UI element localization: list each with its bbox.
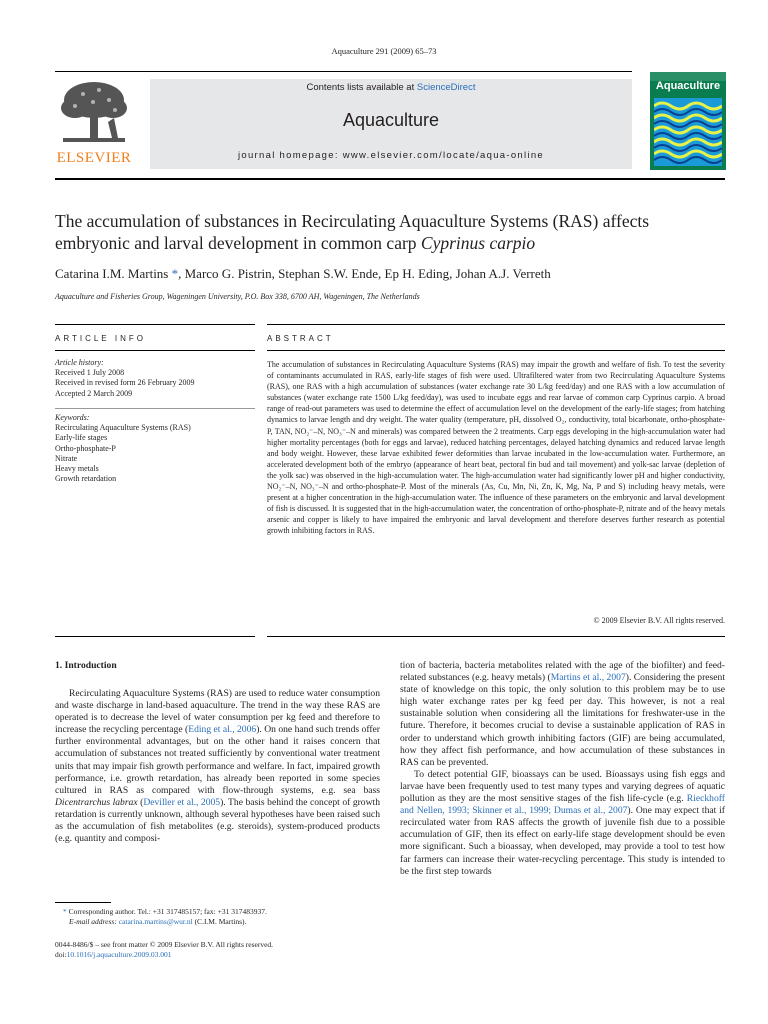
journal-name: Aquaculture: [342, 110, 440, 130]
history-label: Article history:: [55, 358, 104, 367]
abstract-rule-bottom: [267, 636, 725, 637]
journal-citation: Aquaculture 291 (2009) 65–73: [331, 46, 437, 56]
history-revised: Received in revised form 26 February 2009: [55, 378, 195, 388]
issn-doi: [55, 940, 380, 960]
intro-column-2: [400, 660, 725, 878]
abstract-rule-mid: [267, 350, 725, 351]
info-rule-mid: [55, 350, 255, 351]
journal-homepage[interactable]: journal homepage: www.elsevier.com/locate/aqua-online: [237, 150, 544, 161]
article-info-heading: ARTICLE INFO: [55, 334, 146, 343]
intro-paragraph-1-cont: tion of bacteria, bacteria metabolites related with the age of the biofilter) and feed-related substances (e.g. heavy metals) (Martins et al., 2007). Considering the present state of knowledge on this topic, the only solution to this problem may be to use high water exchange rates per kg feed per day. This however, is not a real sustainable solution when considering all the limitations for freshwater-use in the future. Therefore, it becomes crucial to devise a sustainable application of RAS in order to understand which growth inhibiting factors (GIF) are being accumulated, how they affect fish performance, and how accumulation of these substances in RAS can be prevented.: [400, 660, 725, 768]
keyword-item: Growth retardation: [55, 474, 117, 484]
article-history: [55, 358, 255, 399]
keyword-item: Recirculating Aquaculture Systems (RAS): [55, 423, 191, 433]
email-link[interactable]: catarina.martins@wur.nl: [118, 917, 193, 926]
keyword-item: Early-life stages: [55, 433, 108, 443]
footnote-mark: *: [63, 907, 67, 916]
other-authors: , Marco G. Pistrin, Stephan S.W. Ende, Ep H. Eding, Johan A.J. Verreth: [178, 266, 551, 281]
contents-line: [150, 82, 632, 93]
doi-link[interactable]: 10.1016/j.aquaculture.2009.03.001: [66, 950, 172, 959]
intro-paragraph-2: To detect potential GIF, bioassays can be used. Bioassays using fish eggs and larvae have been frequently used to test many types and varying degrees of aquatic pollution as they are the most sensitive stages of the fish life-cycle (e.g. Rieckhoff and Nellen, 1993; Skinner et al., 1999; Dumas et al., 2007). One may expect that if recirculated water from RAS affects the growth of juvenile fish due to a possible accumulation of GIF, then its effect on early-life stage development should be even more significant. Such a bioassay, when developed, may provide a tool to test how far farmers can increase their water-recycling percentage. This study is intended to be the first step towards: [400, 768, 725, 877]
corresponding-author-mark[interactable]: *: [171, 266, 179, 281]
info-rule-top: [55, 324, 255, 325]
doi-line: doi:10.1016/j.aquaculture.2009.03.001: [55, 950, 172, 959]
keyword-item: Heavy metals: [55, 464, 99, 474]
reference-link[interactable]: Rieckhoff and Nellen, 1993; Skinner et al., 1999; Dumas et al., 2007: [400, 793, 725, 817]
sciencedirect-link[interactable]: ScienceDirect: [416, 82, 476, 93]
species-name: Cyprinus carpio: [420, 233, 536, 253]
journal-cover: [650, 72, 726, 170]
abstract-text: The accumulation of substances in Recirculating Aquaculture Systems (RAS) may impair the growth and welfare of fish. To test the severity of contaminants accumulated in RAS, early-life stages of fish were used. Ultrafiltered water from two Recirculating Aquaculture Systems (RAS), one RAS with a high accumulation of substances (water exchange rate 30 L/kg feed/day) and one RAS with a low accumulation of substances (water exchange rate 1500 L/kg feed/day), was used to incubate eggs and rear larvae of common carp Cyprinus carpio. A broad range of read-out parameters was used to determine the effect of accumulation level on the development of the early-life stages; from hatching dynamics to larvae length and dry weight. The water quality (temperature, pH, dissolved O₂, conductivity, total bicarbonate, ortho-phosphate-P, TAN, NO₂⁻–N, NO₃⁻–N and minerals) was compared between the 2 treatments. Carp eggs developing in the high-accumulation water had higher mortality percentages (both for eggs and larvae), reduced hatching percentages, delayed hatching dynamics and reduced larvae length and body weight. However, these larvae exhibited fewer deformities than larvae incubated in the low-accumulation water. Furthermore, an accelerated development both of the embryo (appearance of heart beat, pectoral fin bud and tail movement) and yolk-sac larvae (depletion of the yolk sac) was observed in the high-accumulation water. The high-accumulation water had significantly lower pH and higher conductivity, NO₂⁻–N, NO₃⁻–N and ortho-phosphate-P. Most of the minerals (As, Cu, Mn, Ni, Zn, K, Mg, Na, P and S) including heavy metals, were present at a higher concentration in the high-accumulation water. The influence of these parameters on the embryonic and larval development of fish is discussed. It is suggested that in the high-accumulation water, the concentration of ortho-phosphate-P, nitrate and of the heavy metals arsenic and copper is likely to have impaired the embryonic and larval development and therefore deserves further research as potential growth inhibiting factors in RAS.: [267, 360, 725, 536]
history-received: Received 1 July 2008: [55, 368, 125, 378]
keyword-item: Ortho-phosphate-P: [55, 443, 116, 453]
contents-prefix: Contents lists available at: [306, 82, 417, 93]
keywords-label: Keywords:: [55, 413, 90, 422]
title-line-2: embryonic and larval development in common carp Cyprinus carpio: [55, 233, 536, 253]
elsevier-wordmark: ELSEVIER: [56, 150, 132, 166]
header-rule-top: [55, 71, 632, 72]
reference-link[interactable]: Deviller et al., 2005: [143, 796, 221, 808]
article-title: [55, 210, 735, 254]
abstract-copyright: © 2009 Elsevier B.V. All rights reserved.: [593, 616, 725, 625]
issn-line: 0044-8486/$ – see front matter © 2009 Elsevier B.V. All rights reserved.: [55, 940, 274, 949]
footnote: * Corresponding author. Tel.: +31 317485157; fax: +31 317483937. E-mail address: catarina.martins@wur.nl (C.I.M. Martins).: [63, 907, 267, 926]
affiliation: Aquaculture and Fisheries Group, Wageningen University, P.O. Box 338, 6700 AH, Wageningen, The Netherlands: [55, 292, 420, 301]
header-rule-bottom: [55, 178, 725, 180]
species-name: Dicentrarchus labrax: [55, 796, 138, 808]
section-heading-introduction: 1. Introduction: [55, 660, 117, 671]
title-line-1: The accumulation of substances in Recirculating Aquaculture Systems (RAS) affects: [55, 211, 650, 231]
first-author: Catarina I.M. Martins: [55, 266, 169, 281]
info-rule-bottom: [55, 636, 255, 637]
reference-link[interactable]: Martins et al., 2007: [550, 672, 626, 684]
abstract-heading: ABSTRACT: [267, 334, 334, 343]
email-label: E-mail address:: [69, 917, 117, 926]
cover-wave-art: [654, 98, 722, 166]
keyword-item: Nitrate: [55, 453, 78, 463]
author-list: [55, 266, 735, 282]
footnote-rule: [55, 902, 111, 903]
abstract-rule-top: [267, 324, 725, 325]
corresponding-author-info: Corresponding author. Tel.: +31 317485157; fax: +31 317483937.: [68, 907, 267, 916]
intro-paragraph-1: Recirculating Aquaculture Systems (RAS) are used to reduce water consumption and waste discharge in land-based aquaculture. The trend in the way these RAS are operated is to decrease the level of water consumption per kg feed and therefore to increase the recycling percentage (Eding et al., 2006). On one hand such trends offer further environmental advantages, but on the other hand it raises concern that accumulation of substances not treated sufficiently by conventional water treatment units that may impair fish growth performance and welfare. In fact, impaired growth performance, i.e. growth retardation, has already been reported in some species cultured in RAS as compared with flow-through systems, e.g. sea bass Dicentrarchus labrax (Deviller et al., 2005). The basis behind the concept of growth retardation is currently unknown, although several hypotheses have been raised such as the accumulation of fish metabolites (e.g. steroids), system-produced products (e.g. quantity and composi-: [55, 688, 380, 845]
cover-title: Aquaculture: [655, 80, 721, 92]
history-accepted: Accepted 2 March 2009: [55, 388, 133, 398]
info-rule-keywords: [55, 408, 255, 409]
reference-link[interactable]: Eding et al., 2006: [188, 724, 257, 736]
keywords: [55, 413, 255, 484]
